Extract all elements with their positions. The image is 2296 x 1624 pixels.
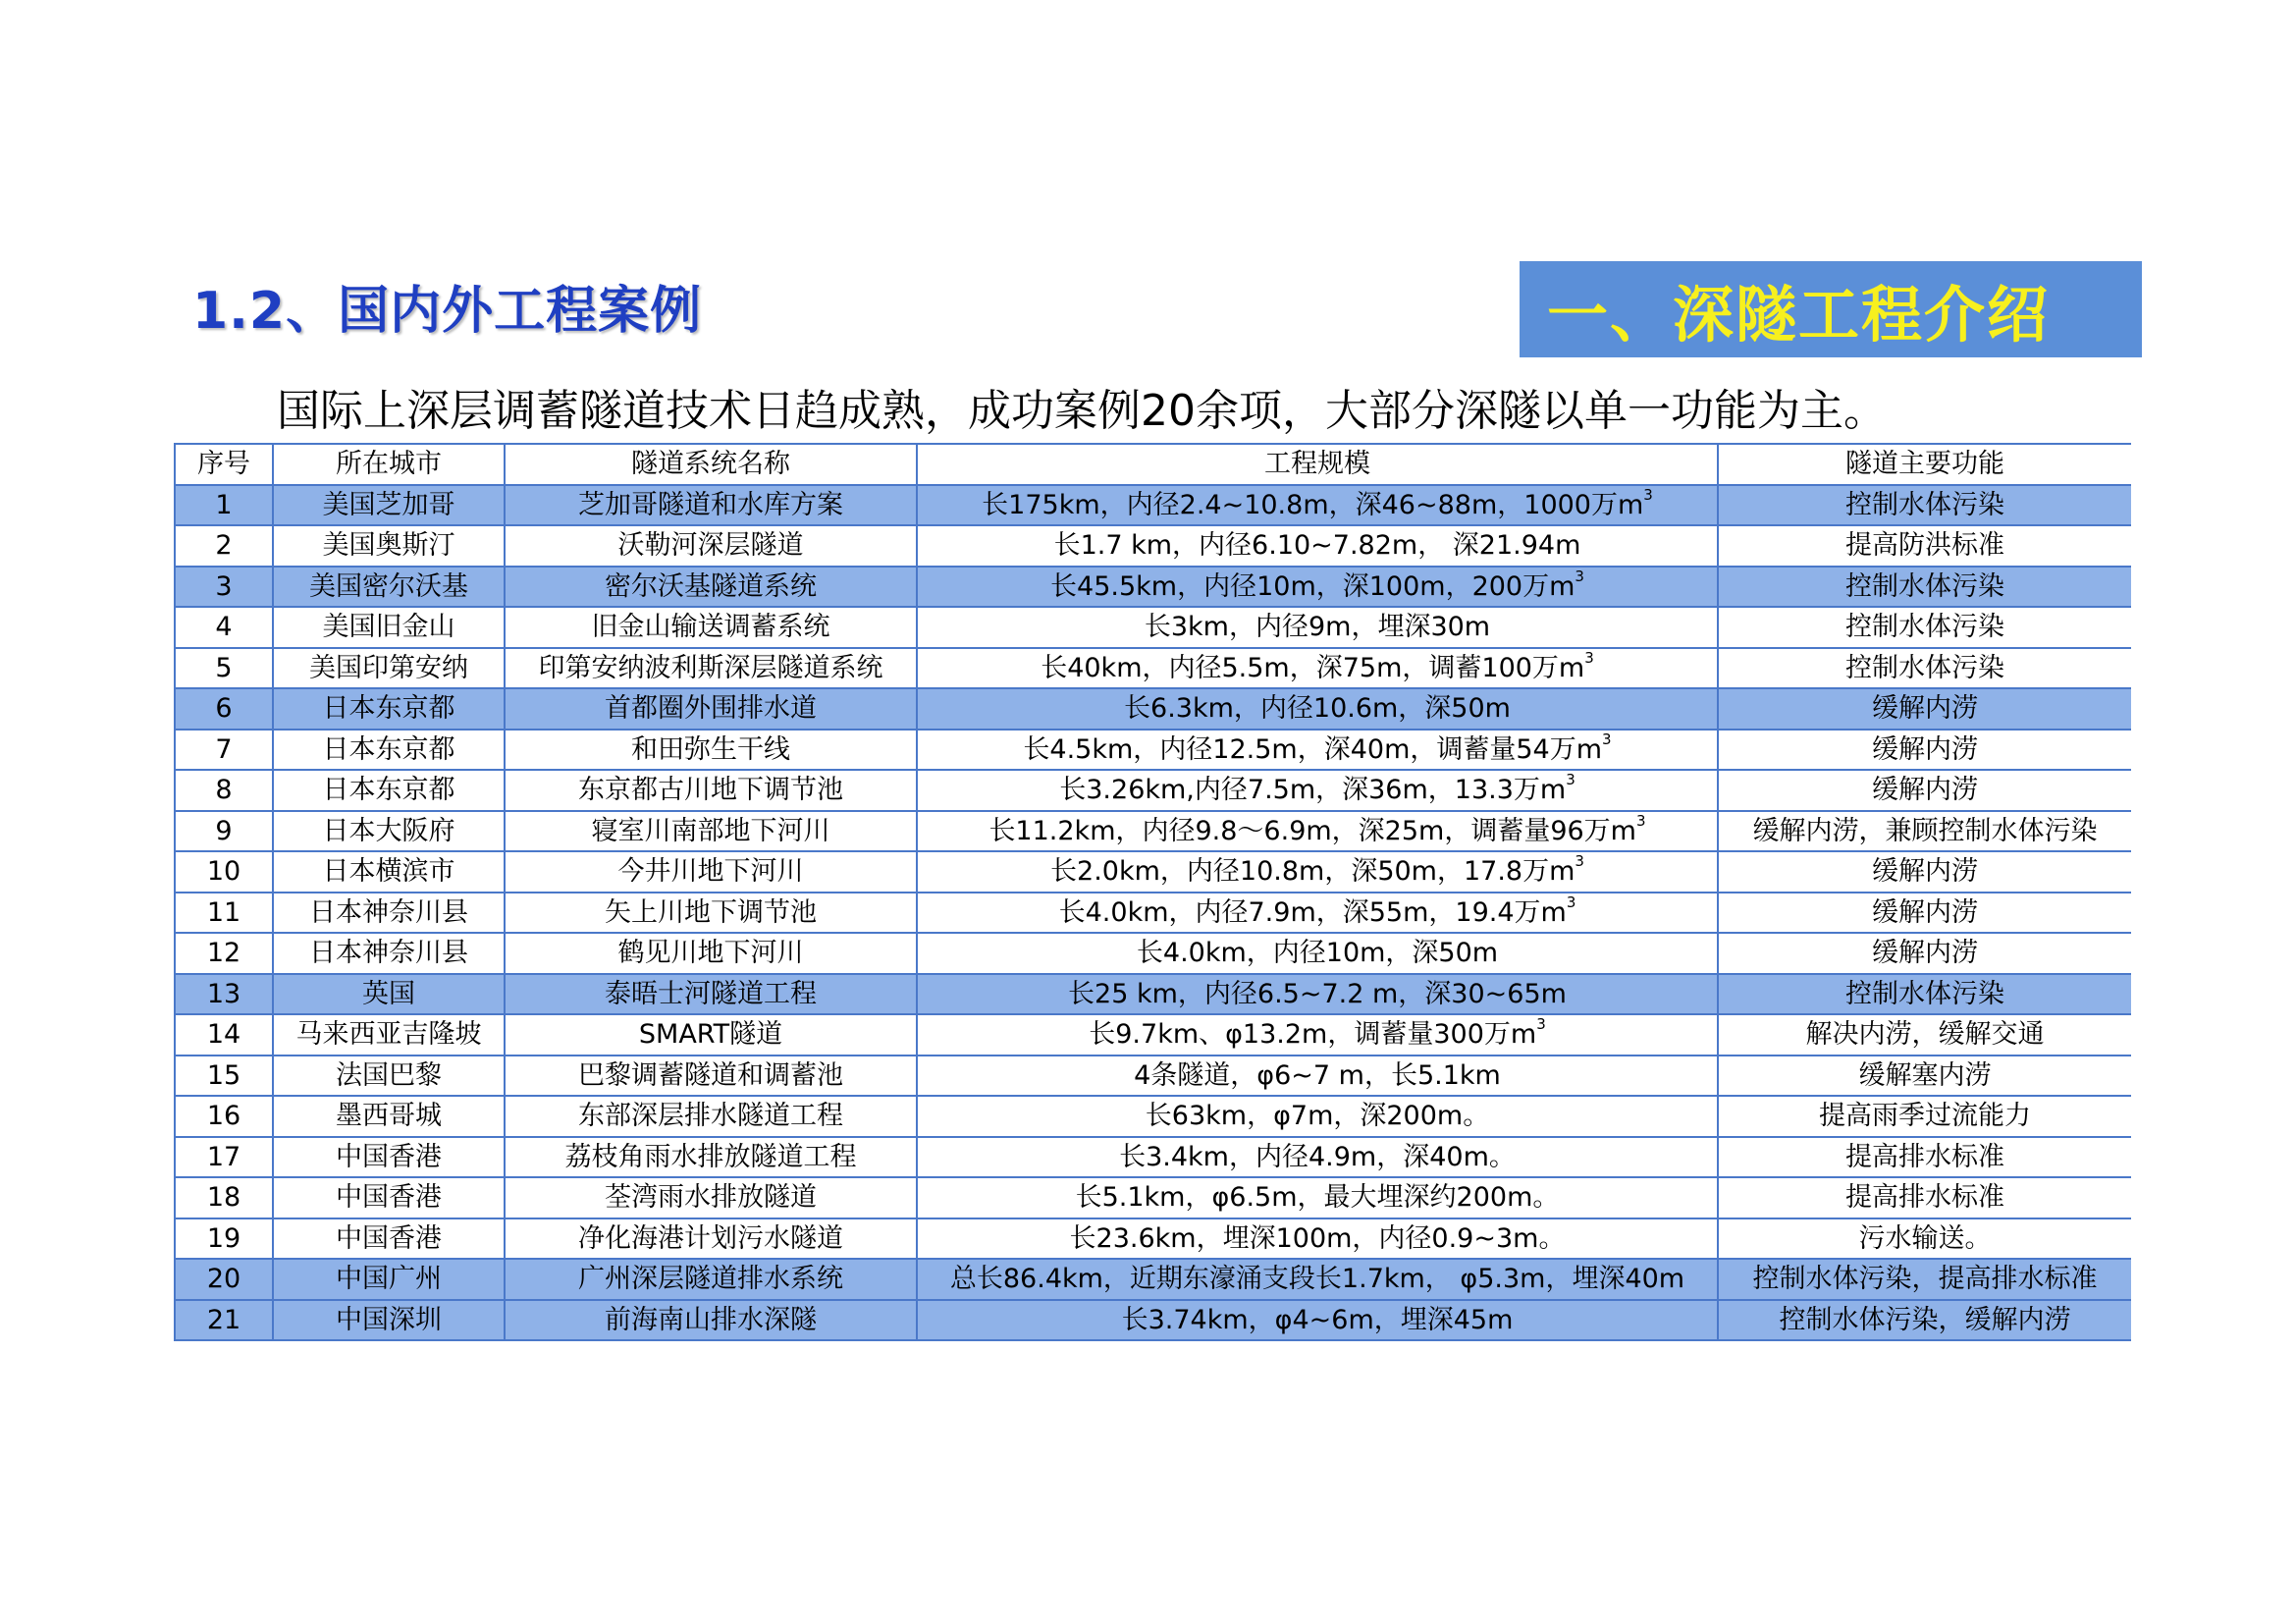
- cell-city: 日本神奈川县: [273, 933, 505, 974]
- cell-city: 中国深圳: [273, 1300, 505, 1341]
- scale-text: 长2.0km，内径10.8m，深50m，17.8万m: [1050, 856, 1575, 888]
- scale-text: 长3km，内径9m，埋深30m: [1144, 612, 1491, 643]
- cell-function: 提高防洪标准: [1718, 525, 2131, 567]
- cell-scale: [917, 567, 1718, 608]
- table-row: [175, 525, 2131, 567]
- case-table: [174, 443, 2131, 1341]
- cell-no: 2: [175, 525, 273, 567]
- table-header-row: [175, 444, 2131, 485]
- table-row: [175, 607, 2131, 648]
- column-header-scale: 工程规模: [917, 444, 1718, 485]
- cell-no: 11: [175, 893, 273, 934]
- cell-tunnel-name: 鹤见川地下河川: [505, 933, 917, 974]
- cell-function: 缓解内涝: [1718, 688, 2131, 730]
- cell-scale: [917, 607, 1718, 648]
- scale-text: 长1.7 km，内径6.10~7.82m， 深21.94m: [1053, 530, 1581, 562]
- cell-city: 美国奥斯汀: [273, 525, 505, 567]
- cell-scale: [917, 893, 1718, 934]
- cell-scale: [917, 1218, 1718, 1260]
- unit-exponent: 3: [1575, 852, 1584, 871]
- cell-scale: [917, 648, 1718, 689]
- cell-city: 中国香港: [273, 1137, 505, 1178]
- cell-no: 18: [175, 1177, 273, 1218]
- cell-scale: [917, 851, 1718, 893]
- cell-tunnel-name: 东京都古川地下调节池: [505, 770, 917, 811]
- table-row: [175, 567, 2131, 608]
- cell-tunnel-name: 今井川地下河川: [505, 851, 917, 893]
- cell-tunnel-name: 巴黎调蓄隧道和调蓄池: [505, 1056, 917, 1097]
- cell-tunnel-name: 广州深层隧道排水系统: [505, 1259, 917, 1300]
- cell-city: 日本东京都: [273, 688, 505, 730]
- cell-scale: [917, 525, 1718, 567]
- scale-text: 长9.7km、φ13.2m，调蓄量300万m: [1089, 1019, 1537, 1051]
- cell-no: 15: [175, 1056, 273, 1097]
- cell-no: 16: [175, 1096, 273, 1137]
- cell-city: 中国广州: [273, 1259, 505, 1300]
- chapter-banner-text: 一、深隧工程介绍: [1547, 278, 2051, 351]
- cell-no: 14: [175, 1014, 273, 1056]
- scale-text: 总长86.4km，近期东濠涌支段长1.7km， φ5.3m，埋深40m: [949, 1264, 1685, 1295]
- cell-tunnel-name: 首都圈外围排水道: [505, 688, 917, 730]
- scale-text: 长6.3km，内径10.6m，深50m: [1124, 693, 1511, 725]
- table-row: [175, 1014, 2131, 1056]
- unit-exponent: 3: [1602, 730, 1612, 748]
- cell-scale: [917, 933, 1718, 974]
- cell-no: 9: [175, 811, 273, 852]
- scale-text: 长63km，φ7m，深200m。: [1145, 1101, 1490, 1132]
- cell-city: 墨西哥城: [273, 1096, 505, 1137]
- cell-city: 法国巴黎: [273, 1056, 505, 1097]
- table-row: [175, 1177, 2131, 1218]
- cell-no: 1: [175, 485, 273, 526]
- cell-function: 控制水体污染，缓解内涝: [1718, 1300, 2131, 1341]
- cell-no: 20: [175, 1259, 273, 1300]
- table-row: [175, 648, 2131, 689]
- cell-tunnel-name: 印第安纳波利斯深层隧道系统: [505, 648, 917, 689]
- cell-function: 提高排水标准: [1718, 1137, 2131, 1178]
- cell-scale: [917, 1300, 1718, 1341]
- scale-text: 长4.0km，内径7.9m，深55m，19.4万m: [1058, 896, 1567, 928]
- cell-tunnel-name: 寝室川南部地下河川: [505, 811, 917, 852]
- cell-no: 8: [175, 770, 273, 811]
- cell-tunnel-name: 荃湾雨水排放隧道: [505, 1177, 917, 1218]
- cell-scale: [917, 811, 1718, 852]
- table-row: [175, 688, 2131, 730]
- cell-function: 控制水体污染: [1718, 607, 2131, 648]
- cell-city: 中国香港: [273, 1177, 505, 1218]
- scale-text: 长11.2km，内径9.8～6.9m，深25m，调蓄量96万m: [988, 815, 1636, 846]
- unit-exponent: 3: [1536, 1015, 1546, 1034]
- table-row: [175, 1300, 2131, 1341]
- table-row: [175, 1056, 2131, 1097]
- table-body: [175, 485, 2131, 1341]
- cell-no: 4: [175, 607, 273, 648]
- cell-tunnel-name: 泰晤士河隧道工程: [505, 974, 917, 1015]
- cell-no: 5: [175, 648, 273, 689]
- cell-city: 美国密尔沃基: [273, 567, 505, 608]
- cell-scale: [917, 1137, 1718, 1178]
- scale-text: 长4.0km，内径10m，深50m: [1136, 938, 1499, 969]
- table-row: [175, 893, 2131, 934]
- table-row: [175, 1218, 2131, 1260]
- cell-no: 10: [175, 851, 273, 893]
- cell-function: 控制水体污染，提高排水标准: [1718, 1259, 2131, 1300]
- cell-function: 缓解内涝: [1718, 770, 2131, 811]
- column-header-name: 隧道系统名称: [505, 444, 917, 485]
- cell-scale: [917, 1177, 1718, 1218]
- cell-tunnel-name: 和田弥生干线: [505, 730, 917, 771]
- subtitle: 国际上深层调蓄隧道技术日趋成熟，成功案例20余项，大部分深隧以单一功能为主。: [277, 386, 1887, 436]
- case-table-container: [174, 443, 2131, 1371]
- cell-city: 马来西亚吉隆坡: [273, 1014, 505, 1056]
- cell-function: 提高排水标准: [1718, 1177, 2131, 1218]
- cell-scale: [917, 485, 1718, 526]
- cell-city: 日本东京都: [273, 730, 505, 771]
- table-row: [175, 933, 2131, 974]
- cell-scale: [917, 730, 1718, 771]
- column-header-function: 隧道主要功能: [1718, 444, 2131, 485]
- unit-exponent: 3: [1636, 811, 1646, 830]
- cell-tunnel-name: 东部深层排水隧道工程: [505, 1096, 917, 1137]
- cell-city: 日本神奈川县: [273, 893, 505, 934]
- cell-scale: [917, 1056, 1718, 1097]
- chapter-banner: [1520, 261, 2142, 357]
- cell-city: 日本横滨市: [273, 851, 505, 893]
- cell-no: 12: [175, 933, 273, 974]
- cell-city: 美国芝加哥: [273, 485, 505, 526]
- cell-scale: [917, 1096, 1718, 1137]
- scale-text: 长175km，内径2.4~10.8m，深46~88m，1000万m: [982, 489, 1644, 520]
- cell-scale: [917, 1014, 1718, 1056]
- table-row: [175, 1096, 2131, 1137]
- cell-no: 19: [175, 1218, 273, 1260]
- cell-function: 缓解内涝: [1718, 893, 2131, 934]
- cell-no: 21: [175, 1300, 273, 1341]
- cell-function: 污水输送。: [1718, 1218, 2131, 1260]
- unit-exponent: 3: [1566, 893, 1576, 911]
- column-header-no: 序号: [175, 444, 273, 485]
- column-header-city: 所在城市: [273, 444, 505, 485]
- cell-function: 控制水体污染: [1718, 974, 2131, 1015]
- cell-scale: [917, 770, 1718, 811]
- cell-function: 控制水体污染: [1718, 648, 2131, 689]
- cell-function: 控制水体污染: [1718, 567, 2131, 608]
- cell-no: 6: [175, 688, 273, 730]
- cell-tunnel-name: 矢上川地下调节池: [505, 893, 917, 934]
- scale-text: 长3.74km，φ4~6m，埋深45m: [1121, 1304, 1514, 1335]
- cell-tunnel-name: 沃勒河深层隧道: [505, 525, 917, 567]
- cell-city: 英国: [273, 974, 505, 1015]
- table-row: [175, 730, 2131, 771]
- scale-text: 4条隧道，φ6~7 m，长5.1km: [1134, 1059, 1501, 1091]
- cell-function: 缓解内涝，兼顾控制水体污染: [1718, 811, 2131, 852]
- cell-city: 美国印第安纳: [273, 648, 505, 689]
- scale-text: 长25 km，内径6.5~7.2 m，深30~65m: [1068, 978, 1567, 1009]
- scale-text: 长3.26km,内径7.5m，深36m，13.3万m: [1059, 775, 1567, 806]
- cell-tunnel-name: SMART隧道: [505, 1014, 917, 1056]
- cell-tunnel-name: 净化海港计划污水隧道: [505, 1218, 917, 1260]
- unit-exponent: 3: [1575, 567, 1584, 585]
- table-row: [175, 485, 2131, 526]
- table-row: [175, 770, 2131, 811]
- cell-tunnel-name: 芝加哥隧道和水库方案: [505, 485, 917, 526]
- scale-text: 长4.5km，内径12.5m，深40m，调蓄量54万m: [1023, 733, 1603, 765]
- table-row: [175, 811, 2131, 852]
- cell-city: 中国香港: [273, 1218, 505, 1260]
- scale-text: 长23.6km，埋深100m，内径0.9~3m。: [1069, 1222, 1566, 1254]
- unit-exponent: 3: [1566, 771, 1575, 789]
- scale-text: 长5.1km，φ6.5m，最大埋深约200m。: [1075, 1182, 1560, 1214]
- cell-function: 缓解内涝: [1718, 851, 2131, 893]
- table-row: [175, 1259, 2131, 1300]
- cell-tunnel-name: 密尔沃基隧道系统: [505, 567, 917, 608]
- cell-function: 解决内涝，缓解交通: [1718, 1014, 2131, 1056]
- cell-function: 缓解内涝: [1718, 730, 2131, 771]
- cell-city: 日本大阪府: [273, 811, 505, 852]
- cell-function: 提高雨季过流能力: [1718, 1096, 2131, 1137]
- unit-exponent: 3: [1584, 648, 1594, 667]
- table-row: [175, 974, 2131, 1015]
- cell-no: 3: [175, 567, 273, 608]
- cell-scale: [917, 1259, 1718, 1300]
- cell-city: 美国旧金山: [273, 607, 505, 648]
- cell-function: 缓解塞内涝: [1718, 1056, 2131, 1097]
- table-row: [175, 1137, 2131, 1178]
- cell-function: 缓解内涝: [1718, 933, 2131, 974]
- scale-text: 长40km，内径5.5m，深75m，调蓄100万m: [1041, 652, 1585, 683]
- cell-no: 13: [175, 974, 273, 1015]
- cell-no: 7: [175, 730, 273, 771]
- scale-text: 长45.5km，内径10m，深100m，200万m: [1050, 570, 1575, 602]
- cell-function: 控制水体污染: [1718, 485, 2131, 526]
- table-row: [175, 851, 2131, 893]
- cell-scale: [917, 974, 1718, 1015]
- cell-tunnel-name: 前海南山排水深隧: [505, 1300, 917, 1341]
- cell-tunnel-name: 旧金山输送调蓄系统: [505, 607, 917, 648]
- cell-city: 日本东京都: [273, 770, 505, 811]
- section-title: 1.2、国内外工程案例: [192, 282, 703, 341]
- unit-exponent: 3: [1643, 485, 1653, 504]
- cell-scale: [917, 688, 1718, 730]
- scale-text: 长3.4km，内径4.9m，深40m。: [1119, 1141, 1516, 1172]
- cell-no: 17: [175, 1137, 273, 1178]
- cell-tunnel-name: 荔枝角雨水排放隧道工程: [505, 1137, 917, 1178]
